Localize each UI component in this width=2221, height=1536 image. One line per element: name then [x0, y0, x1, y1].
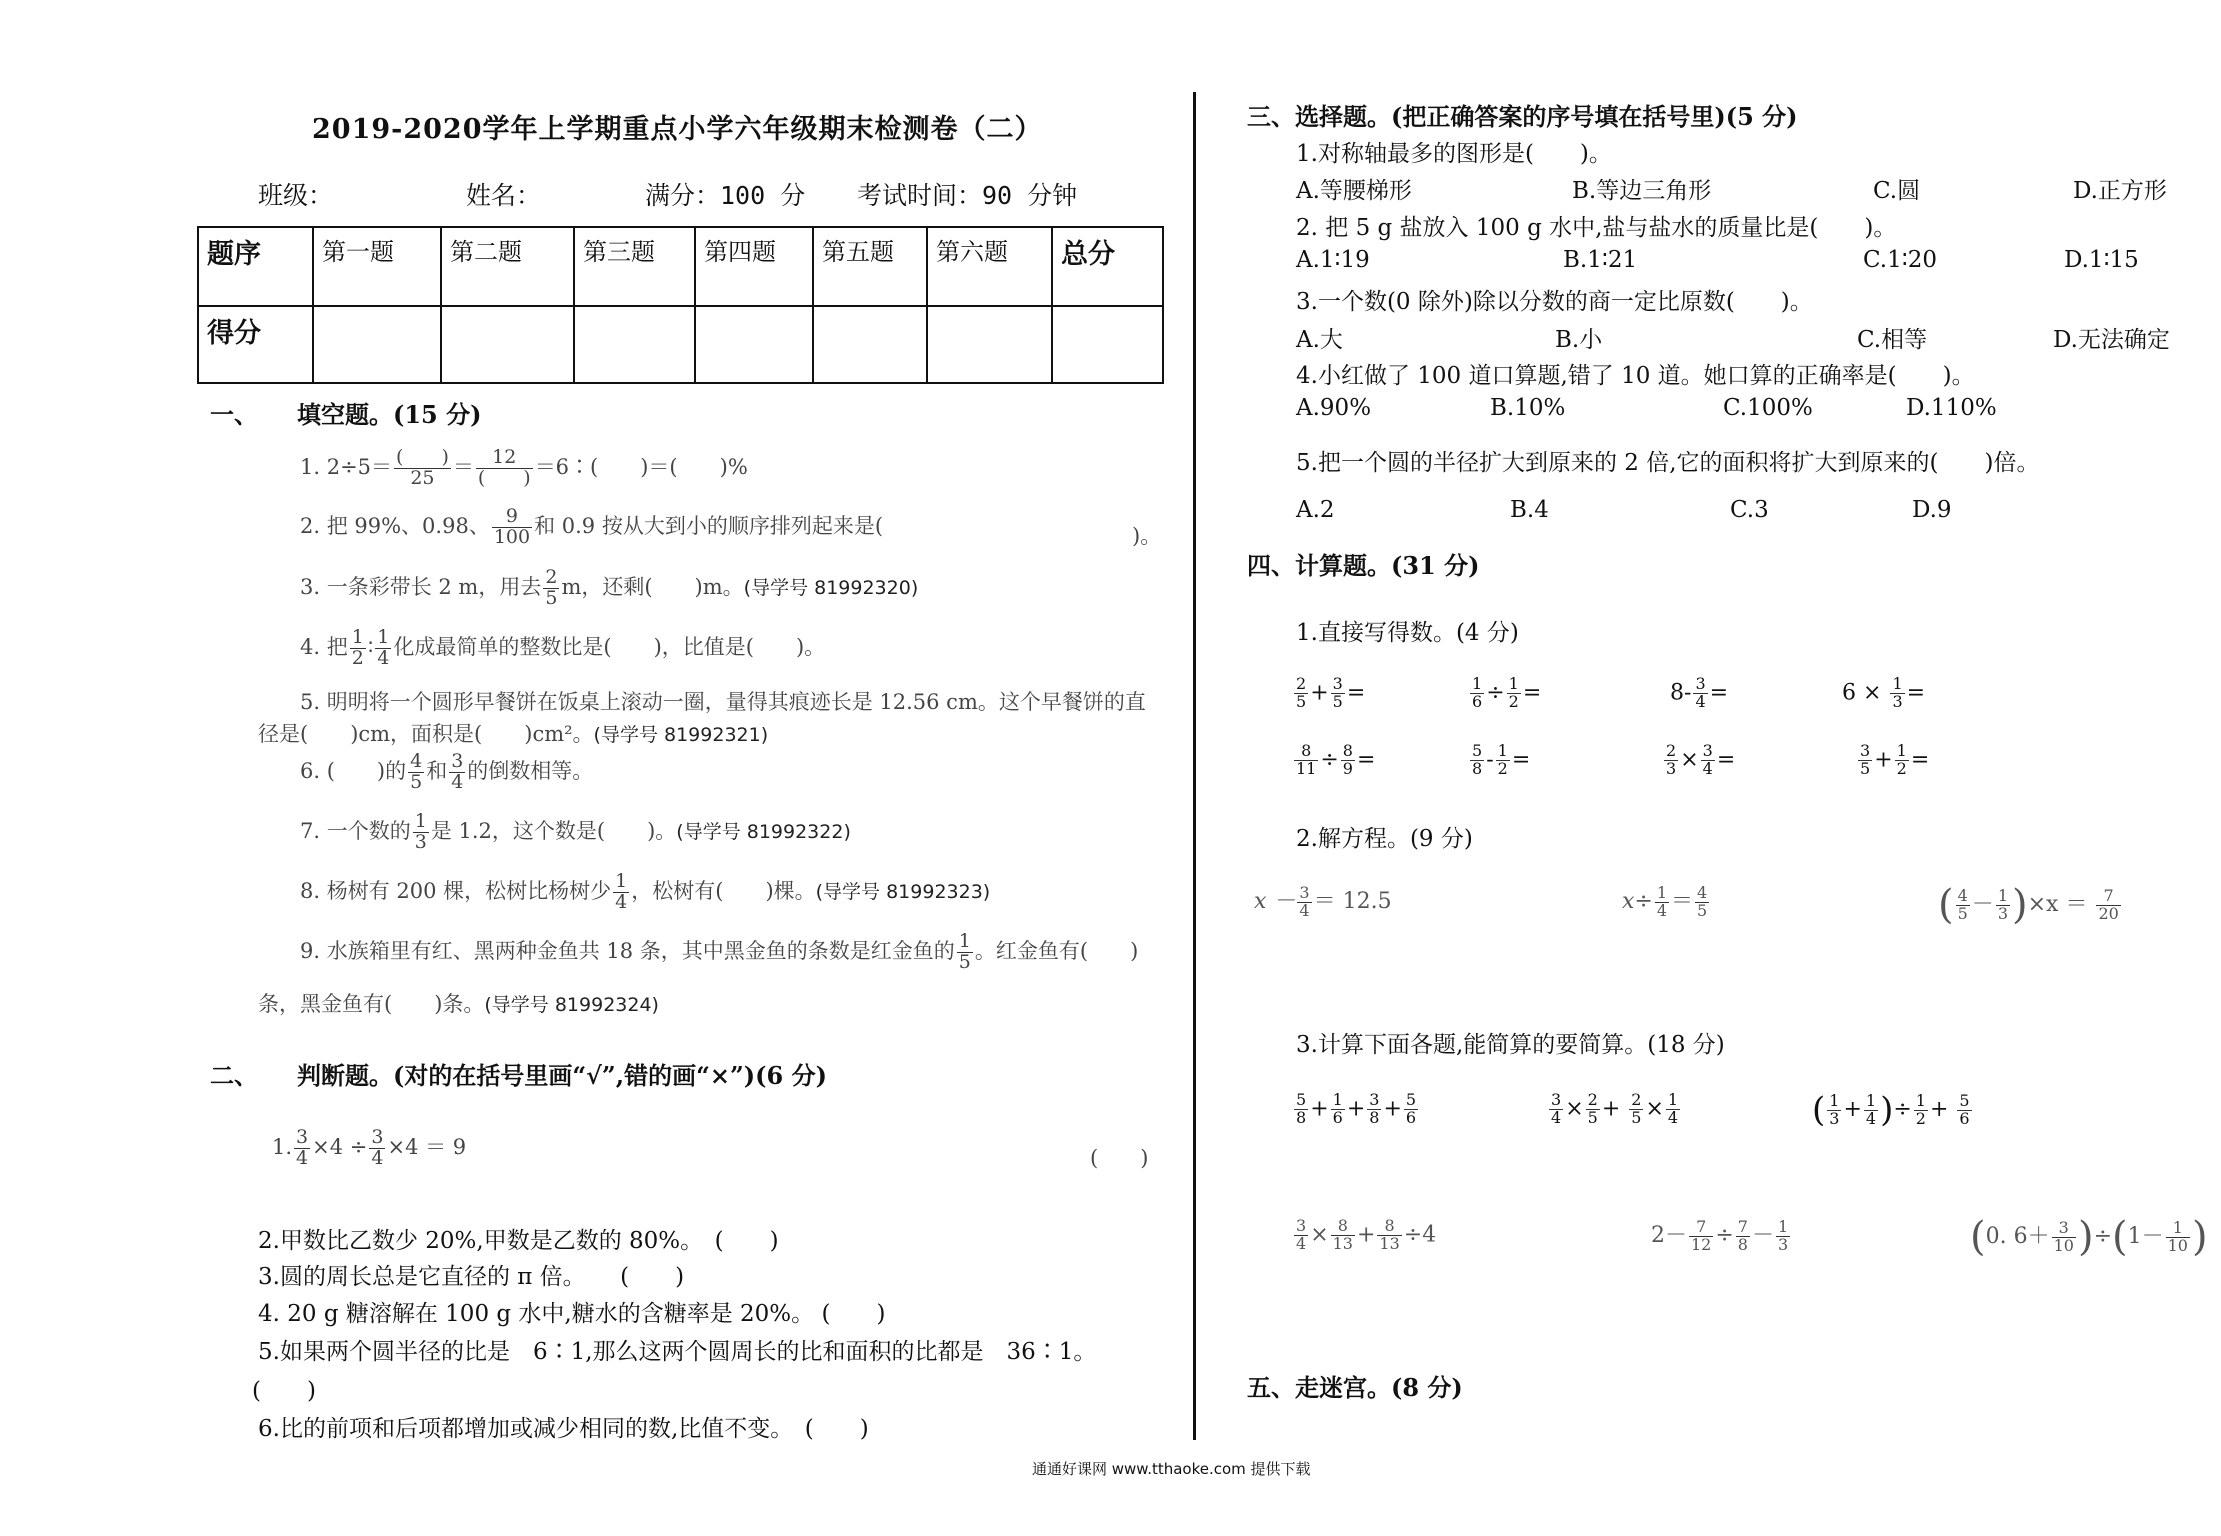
direct-calc-2: $\frac{1}{6}$ ÷ $\frac{1}{2}$ =	[1472, 674, 1542, 711]
s4-sub1-title: 1.直接写得数。(4 分)	[1296, 620, 1519, 646]
s3-q3-option-b: B.小	[1555, 327, 1603, 353]
score-input-cell[interactable]	[313, 306, 441, 383]
column-divider	[1193, 92, 1196, 1440]
score-table	[197, 226, 1164, 384]
s3-q3-option-a: A.大	[1296, 327, 1343, 353]
s4-sub3-title: 3.计算下面各题,能简算的要简算。(18 分)	[1296, 1032, 1725, 1058]
s1-question-7: 7. 一个数的 $\frac{1}{3}$ 是 1.2，这个数是( )。(导学号 81992322)	[300, 810, 851, 853]
equation-2: x÷ $\frac{1}{4}$ ＝ $\frac{4}{5}$	[1622, 882, 1708, 920]
s3-q2-option-d: D.1∶15	[2064, 247, 2139, 273]
score-header-cell: 第六题	[927, 227, 1052, 306]
s2-question-1: 1. $\frac{3}{4}$ ×4 ÷ $\frac{3}{4}$ ×4 ＝ 9	[272, 1126, 467, 1169]
s2-question-5-paren: ( )	[252, 1378, 316, 1404]
s3-q1-option-b: B.等边三角形	[1572, 178, 1712, 204]
direct-calc-4: 6 × $\frac{1}{3}$ =	[1842, 674, 1926, 711]
class-label: 班级：	[258, 181, 334, 210]
score-input-cell[interactable]	[813, 306, 927, 383]
score-input-cell[interactable]	[927, 306, 1052, 383]
calc-expression-6: (0. 6＋ $\frac{3}{10}$ )÷(1－ $\frac{1}{10}$ )	[1970, 1214, 2208, 1260]
direct-calc-5: $\frac{8}{11}$ ÷ $\frac{8}{9}$ =	[1296, 741, 1376, 778]
s1-question-9: 9. 水族箱里有红、黑两种金鱼共 18 条，其中黑金鱼的条数是红金鱼的 $\frac{1}{5}$ 。红金鱼有( )	[300, 930, 1139, 973]
s3-question-2: 2. 把 5 g 盐放入 100 g 水中,盐与盐水的质量比是( )。	[1296, 215, 1897, 241]
s3-q5-option-c: C.3	[1730, 497, 1769, 523]
s1-question-9-cont: 条，黑金鱼有( )条。(导学号 81992324)	[258, 992, 659, 1016]
s1-question-2: 2. 把 99%、0.98、 $\frac{9}{100}$ 和 0.9 按从大到小的顺序排列起来是(	[300, 505, 884, 548]
s1-question-8: 8. 杨树有 200 棵，松树比杨树少 $\frac{1}{4}$ ，松树有( )棵。(导学号 81992323)	[300, 870, 991, 913]
section5-title: 五、走迷宫。(8 分)	[1247, 1373, 1463, 1402]
s3-q2-option-b: B.1∶21	[1563, 247, 1638, 273]
score-input-cell[interactable]	[574, 306, 695, 383]
section1-number: 一、	[210, 400, 258, 429]
s1-question-5: 5. 明明将一个圆形早餐饼在饭桌上滚动一圈，量得其痕迹长是 12.56 cm。这个早餐饼的直	[300, 690, 1146, 714]
s1-question-5-cont: 径是( )cm，面积是( )cm²。(导学号 81992321)	[258, 722, 769, 746]
s1-question-1: 1. 2÷5＝ $\frac{( )}{25}$ ＝ $\frac{12}{( )}$ ＝6∶( )＝( )%	[300, 446, 748, 489]
s3-q5-option-d: D.9	[1912, 497, 1952, 523]
s2-question-2: 2.甲数比乙数少 20%,甲数是乙数的 80%。 ( )	[258, 1228, 779, 1254]
direct-calc-3: 8- $\frac{3}{4}$ =	[1670, 674, 1729, 711]
s3-q1-option-a: A.等腰梯形	[1296, 178, 1412, 204]
direct-calc-1: $\frac{2}{5}$ + $\frac{3}{5}$ =	[1296, 674, 1366, 711]
direct-calc-6: $\frac{5}{8}$ - $\frac{1}{2}$ =	[1472, 741, 1531, 778]
score-header-cell: 第四题	[695, 227, 813, 306]
section1-title: 填空题。(15 分)	[297, 400, 482, 429]
s3-q4-option-b: B.10%	[1490, 395, 1566, 421]
s3-q4-option-c: C.100%	[1723, 395, 1813, 421]
calc-expression-4: $\frac{3}{4}$ × $\frac{8}{13}$ + $\frac{8}{13}$ ÷4	[1296, 1216, 1437, 1253]
score-header-cell: 第五题	[813, 227, 927, 306]
calc-expression-5: 2－ $\frac{7}{12}$ ÷ $\frac{7}{8}$ － $\frac{1}{3}$	[1651, 1216, 1789, 1254]
s3-q1-option-c: C.圆	[1873, 178, 1921, 204]
full-score: 满分：100 分	[645, 181, 806, 210]
direct-calc-7: $\frac{2}{3}$ × $\frac{3}{4}$ =	[1666, 741, 1736, 778]
s3-q3-option-c: C.相等	[1857, 327, 1928, 353]
section3-title: 三、选择题。(把正确答案的序号填在括号里)(5 分)	[1247, 102, 1798, 131]
equation-1: x － $\frac{3}{4}$ ＝ 12.5	[1254, 882, 1392, 920]
page-title: 2019-2020学年上学期重点小学六年级期末检测卷（二）	[312, 114, 1043, 145]
s3-question-1: 1.对称轴最多的图形是( )。	[1296, 141, 1612, 167]
s3-q5-option-a: A.2	[1296, 497, 1335, 523]
s3-question-3: 3.一个数(0 除外)除以分数的商一定比原数( )。	[1296, 289, 1813, 315]
direct-calc-8: $\frac{3}{5}$ + $\frac{1}{2}$ =	[1860, 741, 1930, 778]
s3-q1-option-d: D.正方形	[2073, 178, 2167, 204]
equation-3: ( $\frac{4}{5}$ － $\frac{1}{3}$ )×x ＝ $\frac{7}{20}$	[1938, 882, 2119, 928]
score-header-cell: 第三题	[574, 227, 695, 306]
s1-question-4: 4. 把 $\frac{1}{2}$ ∶ $\frac{1}{4}$ 化成最简单的整数比是( )，比值是( )。	[300, 626, 826, 669]
s2-question-1-paren: ( )	[1090, 1146, 1149, 1170]
section4-title: 四、计算题。(31 分)	[1247, 551, 1480, 580]
s2-question-4: 4. 20 g 糖溶解在 100 g 水中,糖水的含糖率是 20%。 ( )	[258, 1301, 886, 1327]
score-header-cell: 第二题	[441, 227, 574, 306]
score-header-cell: 第一题	[313, 227, 441, 306]
s3-q4-option-d: D.110%	[1906, 395, 1997, 421]
s3-q5-option-b: B.4	[1510, 497, 1549, 523]
footer-text: 通通好课网 www.tthaoke.com 提供下载	[1032, 1460, 1311, 1478]
s1-question-6: 6. ( )的 $\frac{4}{5}$ 和 $\frac{3}{4}$ 的倒数相等。	[300, 750, 594, 793]
s3-q4-option-a: A.90%	[1296, 395, 1372, 421]
name-label: 姓名：	[466, 181, 542, 210]
s2-question-6: 6.比的前项和后项都增加或减少相同的数,比值不变。 ( )	[258, 1416, 869, 1442]
score-header-cell: 题序	[198, 227, 313, 306]
score-header-cell: 总分	[1052, 227, 1163, 306]
section2-title: 判断题。(对的在括号里画“√”,错的画“×”)(6 分)	[297, 1061, 827, 1090]
score-input-cell[interactable]	[1052, 306, 1163, 383]
score-input-cell[interactable]	[441, 306, 574, 383]
score-input-cell[interactable]	[695, 306, 813, 383]
s2-question-3: 3.圆的周长总是它直径的 π 倍。 ( )	[258, 1264, 685, 1290]
s3-q2-option-a: A.1∶19	[1296, 247, 1370, 273]
s4-sub2-title: 2.解方程。(9 分)	[1296, 826, 1473, 852]
s1-question-3: 3. 一条彩带长 2 m，用去 $\frac{2}{5}$ m，还剩( )m。(导学号 81992320)	[300, 566, 919, 609]
s3-q2-option-c: C.1∶20	[1863, 247, 1937, 273]
calc-expression-1: $\frac{5}{8}$ + $\frac{1}{6}$ + $\frac{3}{8}$ + $\frac{5}{6}$	[1296, 1090, 1417, 1127]
s2-question-5: 5.如果两个圆半径的比是 6∶1,那么这两个圆周长的比和面积的比都是 36∶1。	[258, 1339, 1097, 1365]
s1-question-2-end: )。	[1132, 524, 1162, 548]
s3-q3-option-d: D.无法确定	[2053, 327, 2170, 353]
calc-expression-3: ( $\frac{1}{3}$ + $\frac{1}{4}$ )÷ $\frac{1}{2}$ + $\frac{5}{6}$	[1812, 1090, 1970, 1130]
section2-number: 二、	[210, 1061, 258, 1090]
exam-time: 考试时间：90 分钟	[857, 181, 1078, 210]
s3-question-4: 4.小红做了 100 道口算题,错了 10 道。她口算的正确率是( )。	[1296, 363, 1975, 389]
s3-question-5: 5.把一个圆的半径扩大到原来的 2 倍,它的面积将扩大到原来的( )倍。	[1296, 450, 2040, 476]
score-row-label: 得分	[198, 306, 313, 383]
calc-expression-2: $\frac{3}{4}$ × $\frac{2}{5}$ + $\frac{2}{5}$ × $\frac{1}{4}$	[1551, 1090, 1679, 1127]
